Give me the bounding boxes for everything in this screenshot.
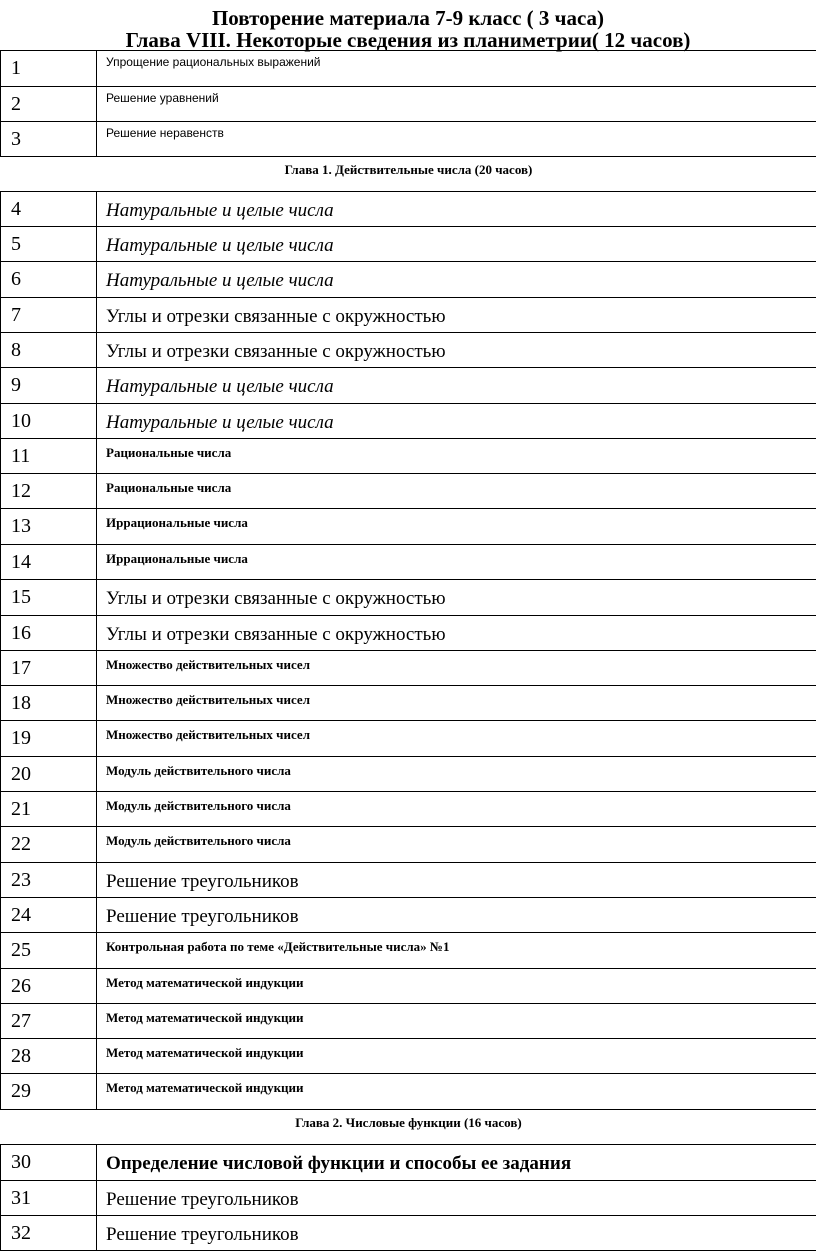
lesson-number-cell [1, 757, 97, 792]
table-row [1, 87, 816, 122]
lesson-number: 19 [11, 727, 31, 749]
table-row [1, 474, 816, 509]
lesson-topic: Углы и отрезки связанные с окружностью [106, 588, 446, 609]
lesson-topic: Углы и отрезки связанные с окружностью [106, 341, 446, 362]
lesson-topic-cell [97, 192, 816, 227]
lesson-number-cell [1, 368, 97, 404]
table-row [1, 262, 816, 298]
lesson-topic: Решение треугольников [106, 1224, 299, 1245]
table-row [1, 651, 816, 686]
lesson-topic: Метод математической индукции [106, 1080, 304, 1095]
lesson-topic: Углы и отрезки связанные с окружностью [106, 306, 446, 327]
lesson-topic-cell [97, 686, 816, 721]
lesson-number: 6 [11, 268, 21, 290]
table-row [1, 1074, 816, 1110]
lesson-number: 4 [11, 198, 21, 220]
lesson-topic-cell [97, 545, 816, 580]
lesson-topic-cell [97, 1004, 816, 1039]
lesson-number-cell [1, 827, 97, 863]
table-row [1, 1181, 816, 1216]
lesson-topic-cell [97, 933, 816, 969]
lesson-number: 3 [11, 128, 21, 150]
table-row [1, 333, 816, 368]
lesson-number-cell [1, 898, 97, 933]
lesson-number-cell [1, 1181, 97, 1216]
lesson-number-cell [1, 298, 97, 333]
lesson-number-cell [1, 509, 97, 545]
lesson-number: 2 [11, 93, 21, 115]
table-row [1, 898, 816, 933]
lesson-number: 7 [11, 304, 21, 326]
lesson-number-cell [1, 1074, 97, 1110]
lesson-number-cell [1, 87, 97, 122]
lesson-number: 22 [11, 833, 31, 855]
lesson-topic: Натуральные и целые числа [106, 200, 334, 221]
lesson-number-cell [1, 545, 97, 580]
lesson-topic: Модуль действительного числа [106, 798, 291, 813]
lesson-number: 9 [11, 374, 21, 396]
lesson-number-cell [1, 474, 97, 509]
table-row [1, 368, 816, 404]
lesson-number-cell [1, 192, 97, 227]
lesson-topic-cell [97, 333, 816, 368]
lesson-number-cell [1, 122, 97, 157]
lesson-number: 27 [11, 1010, 31, 1032]
lesson-number: 23 [11, 869, 31, 891]
lesson-topic: Множество действительных чисел [106, 692, 310, 707]
lesson-number: 16 [11, 622, 31, 644]
lesson-topic: Решение уравнений [106, 91, 219, 105]
document-title: Повторение материала 7-9 класс ( 3 часа) [211, 6, 605, 30]
lesson-number: 13 [11, 515, 31, 537]
table-row [1, 404, 816, 439]
lesson-topic-cell [97, 87, 816, 122]
lesson-number-cell [1, 1216, 97, 1251]
lesson-number-cell [1, 792, 97, 827]
table-row [1, 298, 816, 333]
lesson-topic: Решение треугольников [106, 906, 299, 927]
lesson-topic-cell [97, 439, 816, 474]
table-row [1, 827, 816, 863]
lesson-topic-cell [97, 404, 816, 439]
chapter-title [1, 157, 816, 192]
lesson-topic: Упрощение рациональных выражений [106, 55, 321, 69]
table-row [1, 792, 816, 827]
lesson-number: 30 [11, 1151, 31, 1173]
table-row [1, 227, 816, 262]
lesson-number-cell [1, 1039, 97, 1074]
lesson-topic-cell [97, 509, 816, 545]
lesson-topic-cell [97, 580, 816, 616]
lesson-topic: Контрольная работа по теме «Действительные числа» №1 [106, 939, 450, 954]
table-row [1, 1004, 816, 1039]
lesson-topic: Натуральные и целые числа [106, 270, 334, 291]
table-row [1, 721, 816, 757]
lesson-number: 5 [11, 233, 21, 255]
lesson-number-cell [1, 51, 97, 87]
chapter-heading: Глава VIII. Некоторые сведения из планиметрии( 12 часов) [125, 28, 691, 52]
lesson-number: 20 [11, 763, 31, 785]
lesson-topic-cell [97, 1074, 816, 1110]
lesson-topic: Метод математической индукции [106, 975, 304, 990]
lesson-topic-cell [97, 827, 816, 863]
table-row [1, 969, 816, 1004]
lesson-number-cell [1, 404, 97, 439]
lesson-topic-cell [97, 1145, 816, 1181]
lesson-topic-cell [97, 262, 816, 298]
lesson-topic-cell [97, 863, 816, 898]
lesson-topic: Определение числовой функции и способы ее задания [106, 1153, 572, 1174]
lesson-topic: Решение неравенств [106, 126, 224, 140]
table-row [1, 686, 816, 721]
lesson-number: 31 [11, 1187, 31, 1209]
lesson-topic-cell [97, 1039, 816, 1074]
lesson-number-cell [1, 651, 97, 686]
lesson-number: 18 [11, 692, 31, 714]
table-row [1, 1216, 816, 1251]
lesson-topic-cell [97, 651, 816, 686]
lesson-number: 11 [11, 445, 31, 467]
lesson-topic-cell [97, 122, 816, 157]
lesson-topic: Множество действительных чисел [106, 727, 310, 742]
table-row [1, 863, 816, 898]
lesson-topic: Рациональные числа [106, 480, 232, 495]
lesson-topic: Решение треугольников [106, 871, 299, 892]
lesson-number-cell [1, 616, 97, 651]
lesson-number: 17 [11, 657, 31, 679]
lesson-topic-cell [97, 1181, 816, 1216]
lesson-topic: Иррациональные числа [106, 515, 248, 530]
lesson-number-cell [1, 686, 97, 721]
lesson-number-cell [1, 863, 97, 898]
lesson-number: 26 [11, 975, 31, 997]
lesson-topic-cell [97, 368, 816, 404]
lesson-topic-cell [97, 721, 816, 757]
lesson-topic-cell [97, 1216, 816, 1251]
lesson-topic: Решение треугольников [106, 1189, 299, 1210]
table-row [1, 1145, 816, 1181]
lesson-number-cell [1, 969, 97, 1004]
chapter-row [1, 1110, 816, 1145]
lesson-number: 12 [11, 480, 31, 502]
lesson-number: 21 [11, 798, 31, 820]
lesson-number-cell [1, 1004, 97, 1039]
lesson-number: 14 [11, 551, 31, 573]
table-row [1, 616, 816, 651]
lesson-topic: Модуль действительного числа [106, 763, 291, 778]
table-row [1, 509, 816, 545]
lesson-number: 10 [11, 410, 31, 432]
lesson-topic-cell [97, 792, 816, 827]
lesson-number: 32 [11, 1222, 31, 1244]
chapter-title-text: Глава 2. Числовые функции (16 часов) [295, 1115, 522, 1130]
lesson-topic-cell [97, 757, 816, 792]
lesson-number-cell [1, 262, 97, 298]
lesson-topic: Модуль действительного числа [106, 833, 291, 848]
chapter-title [1, 1110, 816, 1145]
lesson-topic: Метод математической индукции [106, 1010, 304, 1025]
lesson-number-cell [1, 439, 97, 474]
lesson-topic-cell [97, 616, 816, 651]
lesson-number-cell [1, 227, 97, 262]
lesson-topic-cell [97, 51, 816, 87]
lesson-number: 8 [11, 339, 21, 361]
chapter-title-text: Глава 1. Действительные числа (20 часов) [284, 162, 533, 177]
lesson-topic-cell [97, 969, 816, 1004]
lesson-number-cell [1, 721, 97, 757]
lesson-number: 29 [11, 1080, 31, 1102]
lesson-topic: Натуральные и целые числа [106, 412, 334, 433]
chapter-row [1, 157, 816, 192]
lesson-number: 24 [11, 904, 31, 926]
lesson-plan-table [0, 50, 816, 1251]
table-row [1, 545, 816, 580]
lesson-topic: Натуральные и целые числа [106, 376, 334, 397]
lesson-number-cell [1, 580, 97, 616]
lesson-topic: Метод математической индукции [106, 1045, 304, 1060]
lesson-topic: Углы и отрезки связанные с окружностью [106, 624, 446, 645]
lesson-topic-cell [97, 227, 816, 262]
table-row [1, 1039, 816, 1074]
lesson-number-cell [1, 1145, 97, 1181]
table-row [1, 933, 816, 969]
lesson-number: 1 [11, 57, 21, 79]
lesson-topic-cell [97, 898, 816, 933]
lesson-number-cell [1, 933, 97, 969]
lesson-topic: Рациональные числа [106, 445, 232, 460]
lesson-topic-cell [97, 298, 816, 333]
lesson-number: 15 [11, 586, 31, 608]
table-row [1, 192, 816, 227]
table-row [1, 439, 816, 474]
table-row [1, 122, 816, 157]
lesson-topic: Иррациональные числа [106, 551, 248, 566]
lesson-number-cell [1, 333, 97, 368]
table-row [1, 757, 816, 792]
lesson-number: 25 [11, 939, 31, 961]
lesson-topic-cell [97, 474, 816, 509]
lesson-topic: Множество действительных чисел [106, 657, 310, 672]
table-row [1, 580, 816, 616]
lesson-topic: Натуральные и целые числа [106, 235, 334, 256]
table-row [1, 51, 816, 87]
lesson-number: 28 [11, 1045, 31, 1067]
